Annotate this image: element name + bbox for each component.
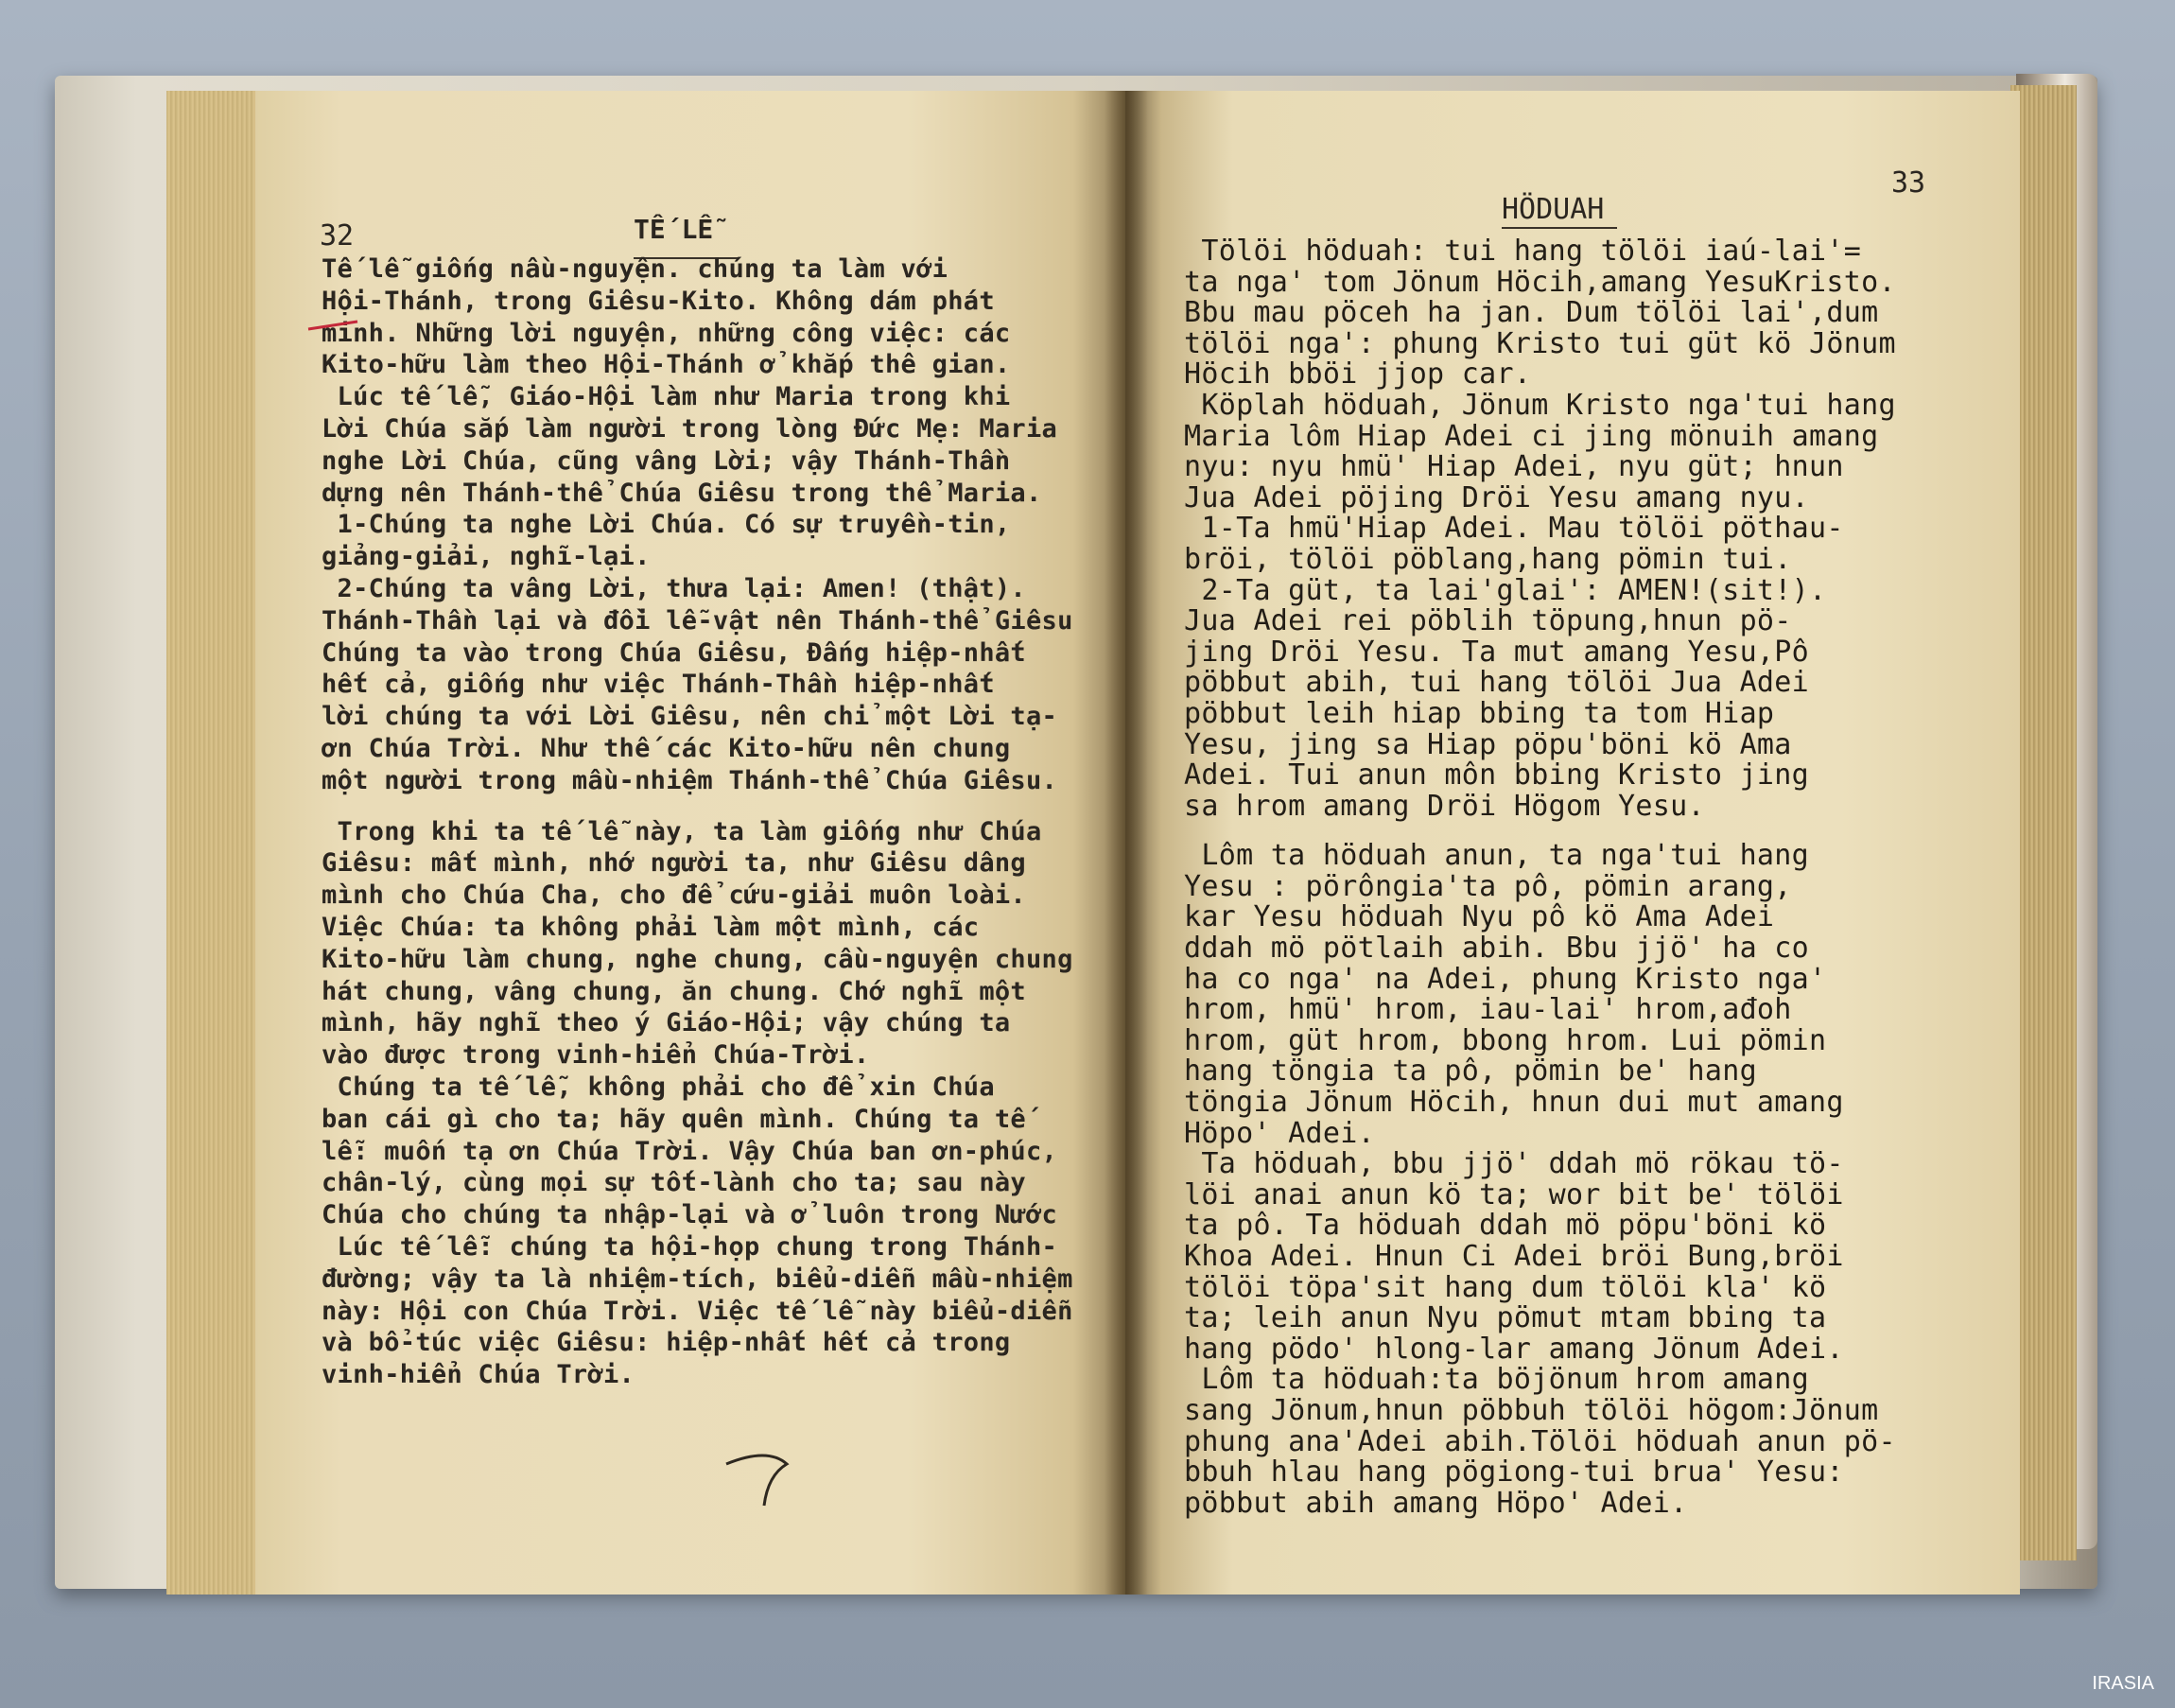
text-line: sang Jönum,hnun pöbbuh tölöi högom:Jönum: [1184, 1393, 1879, 1427]
text-line: pöbbut abih, tui hang tölöi Jua Adei: [1184, 666, 1810, 700]
text-line: Höcih bböi jjop car.: [1184, 357, 1532, 392]
text-line: ddah mö pötlaih abih. Bbu jjö' ha co: [1184, 932, 1810, 966]
text-line: hrom, hmü' hrom, iau-lai' hrom,ađoh: [1184, 993, 1792, 1027]
image-credit: IRASIA: [2092, 1673, 2154, 1694]
text-line: pöbbut abih amang Höpo' Adei.: [1184, 1486, 1688, 1520]
text-line: löi anai anun kö ta; wor bit be' tölöi: [1184, 1177, 1844, 1211]
text-line: và bổ-túc việc Giêsu: hiệp-nhất hết cả trong: [322, 1328, 1011, 1358]
text-line: Jua Adei pöjing Dröi Yesu amang nyu.: [1184, 480, 1810, 514]
text-line: 2-Chúng ta vâng Lời, thưa lại: Amen! (thật).: [322, 573, 1026, 603]
text-line: Việc Chúa: ta không phải làm một mình, các: [322, 912, 980, 942]
text-line: dựng nên Thánh-thể Chúa Giêsu trong thể Maria.: [322, 478, 1042, 508]
text-line: ta pô. Ta höduah ddah mö pöpu'böni kö: [1184, 1209, 1827, 1243]
text-line: Yesu, jing sa Hiap pöpu'böni kö Ama: [1184, 727, 1792, 761]
text-line: Thánh-Thần lại và đồi lễ-vật nên Thánh-thể Giêsu: [322, 605, 1073, 636]
text-line: Ta höduah, bbu jjö' ddah mö rökau tö-: [1184, 1147, 1844, 1181]
text-line: jing Dröi Yesu. Ta mut amang Yesu,Pô: [1184, 635, 1810, 669]
text-line: phung ana'Adei abih.Tölöi höduah anun pö-: [1184, 1424, 1896, 1458]
text-line: 1-Ta hmü'Hiap Adei. Mau tölöi pöthau-: [1184, 512, 1844, 546]
text-line: Bbu mau pöceh ha jan. Dum tölöi lai',dum: [1184, 296, 1879, 330]
text-line: chân-lý, cùng mọi sự tốt-lành cho ta; sau này: [322, 1168, 1026, 1198]
text-line: kar Yesu höduah Nyu pô kö Ama Adei: [1184, 900, 1775, 934]
text-line: töngia Jönum Höcih, hnun dui mut amang: [1184, 1086, 1844, 1120]
text-line: ta nga' tom Jönum Höcih,amang YesuKristo.: [1184, 265, 1896, 299]
right-running-head: HÖDUAH: [1502, 193, 1605, 226]
text-line: Khoa Adei. Hnun Ci Adei bröi Bung,bröi: [1184, 1240, 1844, 1273]
text-line: lời chúng ta với Lời Giêsu, nên chỉ một Lời tạ-: [322, 702, 1058, 732]
text-line: sa hrom amang Dröi Högom Yesu.: [1184, 789, 1705, 823]
text-line: minh. Những lời nguyện, những công việc: các: [322, 318, 1011, 348]
text-line: hết cả, giống như việc Thánh-Thần hiệp-nhất: [322, 670, 995, 700]
text-line: Chúng ta vào trong Chúa Giêsu, Đấng hiệp-nhất: [322, 637, 1026, 668]
text-line: Lôm ta höduah:ta böjönum hrom amang: [1184, 1363, 1810, 1397]
text-line: Giêsu: mất mình, nhớ người ta, như Giêsu dâng: [322, 848, 1026, 879]
text-line: mình cho Chúa Cha, cho để cứu-giải muôn loài.: [322, 880, 1026, 911]
text-line: hang töngia ta pô, pömin be' hang: [1184, 1054, 1757, 1089]
text-line: ban cái gì cho ta; hãy quên mình. Chúng ta tế: [322, 1104, 1026, 1134]
text-line: Lôm ta höduah anun, ta nga'tui hang: [1184, 839, 1810, 873]
text-line: nyu: nyu hmü' Hiap Adei, nyu güt; hnun: [1184, 450, 1844, 484]
text-line: Kito-hữu làm theo Hội-Thánh ở khắp thê gian.: [322, 350, 1011, 380]
text-line: Höpo' Adei.: [1184, 1116, 1375, 1150]
text-line: Maria lôm Hiap Adei ci jing mönuih amang: [1184, 419, 1879, 453]
text-line: lễ: muốn tạ ơn Chúa Trời. Vậy Chúa ban ơn-phúc,: [322, 1136, 1058, 1166]
text-line: Adei. Tui anun môn bbing Kristo jing: [1184, 758, 1810, 793]
text-line: Lúc tế lễ, Giáo-Hội làm như Maria trong khi: [322, 382, 1011, 412]
text-line: tölöi nga': phung Kristo tui güt kö Jönum: [1184, 326, 1896, 360]
text-line: Lời Chúa sắp làm người trong lòng Đức Mẹ: Maria: [322, 413, 1058, 444]
text-line: bröi, tölöi pöblang,hang pömin tui.: [1184, 542, 1792, 576]
text-line: 2-Ta güt, ta lai'glai': AMEN!(sit!).: [1184, 573, 1827, 607]
text-line: 1-Chúng ta nghe Lời Chúa. Có sự truyền-tin,: [322, 510, 1011, 540]
text-line: đường; vậy ta là nhiệm-tích, biểu-diễn mầu-nhiệm: [322, 1264, 1073, 1294]
text-line: vinh-hiển Chúa Trời.: [322, 1360, 635, 1390]
text-line: Jua Adei rei pöblih töpung,hnun pö-: [1184, 604, 1792, 638]
text-line: hát chung, vâng chung, ăn chung. Chớ nghĩ một: [322, 976, 1026, 1006]
text-line: nghe Lời Chúa, cũng vâng Lời; vậy Thánh-Thần: [322, 445, 1011, 476]
text-line: ha co nga' na Adei, phung Kristo nga': [1184, 962, 1827, 996]
text-line: Hội-Thánh, trong Giêsu-Kito. Không dám phát: [322, 286, 995, 316]
text-line: Chúng ta tế lễ, không phải cho để xin Chúa: [322, 1072, 995, 1102]
text-line: một người trong mầu-nhiệm Thánh-thể Chúa Giêsu.: [322, 765, 1058, 795]
text-line: Trong khi ta tế lễ này, ta làm giống như Chúa: [322, 816, 1042, 846]
text-line: tölöi töpa'sit hang dum tölöi kla' kö: [1184, 1270, 1827, 1304]
red-pen-stroke: [308, 322, 357, 329]
text-line: Lúc tế lễ: chúng ta hội-họp chung trong Thánh-: [322, 1231, 1058, 1262]
text-line: Köplah höduah, Jönum Kristo nga'tui hang: [1184, 388, 1896, 422]
text-line: giảng-giải, nghĩ-lại.: [322, 542, 651, 572]
text-line: mình, hãy nghĩ theo ý Giáo-Hội; vậy chúng ta: [322, 1008, 1011, 1038]
text-line: bbuh hlau hang pögiong-tui brua' Yesu:: [1184, 1455, 1844, 1490]
left-page-number: 32: [320, 219, 355, 253]
text-line: pöbbut leih hiap bbing ta tom Hiap: [1184, 696, 1775, 730]
text-line: Tế lễ giống nầu-nguyện. chúng ta làm với: [322, 254, 948, 284]
text-line: Yesu : pörôngia'ta pô, pömin arang,: [1184, 869, 1792, 903]
right-page-number: 33: [1891, 166, 1926, 200]
hook-mark-icon: [726, 1455, 787, 1506]
left-running-head: TẾ LỄ: [634, 214, 714, 245]
text-line: Chúa cho chúng ta nhập-lại và ở luôn trong Nước: [322, 1200, 1058, 1230]
text-line: này: Hội con Chúa Trời. Việc tế lễ này biểu-diễn: [322, 1296, 1073, 1326]
text-line: ơn Chúa Trời. Như thế các Kito-hữu nên chung: [322, 733, 1011, 763]
text-line: hang pödo' hlong-lar amang Jönum Adei.: [1184, 1332, 1844, 1366]
text-line: Kito-hữu làm chung, nghe chung, cầu-nguyện chung: [322, 944, 1073, 974]
text-line: ta; leih anun Nyu pömut mtam bbing ta: [1184, 1301, 1827, 1335]
text-line: vào được trong vinh-hiển Chúa-Trời.: [322, 1040, 870, 1071]
text-line: Tölöi höduah: tui hang tölöi iaú-lai'=: [1184, 235, 1862, 268]
text-line: hrom, güt hrom, bbong hrom. Lui pömin: [1184, 1023, 1827, 1057]
